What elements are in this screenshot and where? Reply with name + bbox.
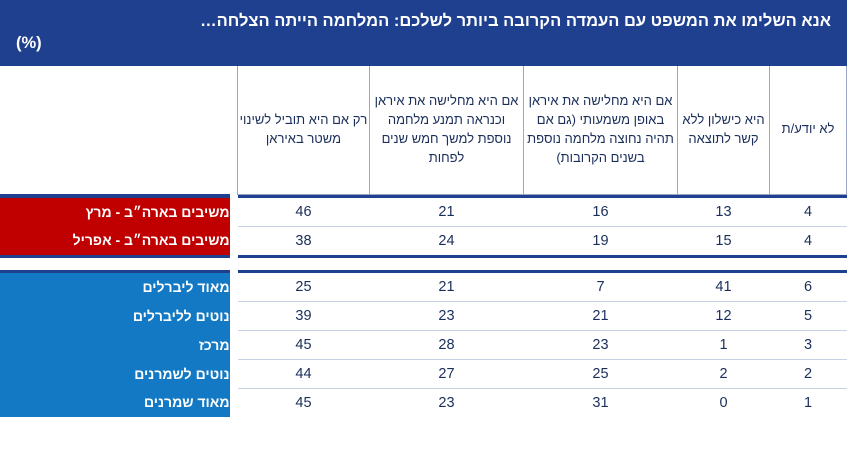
table-row (0, 198, 847, 227)
cell-value: 21 (524, 301, 678, 330)
cell-value: 21 (370, 273, 524, 302)
row-spacer (230, 226, 238, 255)
header-row-label-blank (0, 66, 230, 194)
cell-value: 12 (678, 301, 770, 330)
cell-value: 45 (238, 388, 370, 417)
cell-value: 45 (238, 330, 370, 359)
cell-value: 24 (370, 226, 524, 255)
cell-value: 4 (770, 226, 847, 255)
cell-value: 27 (370, 359, 524, 388)
cell-value: 23 (370, 388, 524, 417)
cell-value: 41 (678, 273, 770, 302)
cell-value: 1 (770, 388, 847, 417)
cell-value: 23 (370, 301, 524, 330)
table-row (0, 273, 847, 302)
chart-title-line-2: (%) (16, 34, 42, 52)
cell-value: 6 (770, 273, 847, 302)
cell-value: 46 (238, 198, 370, 227)
table-row (0, 359, 847, 388)
row-spacer (230, 198, 238, 227)
column-header-prevent-war-five-years: אם היא מחלישה את איראן וכנראה תמנע מלחמה נוספת למשך חמש שנים לפחות (370, 66, 524, 194)
row-label: משיבים בארה״ב - אפריל (0, 226, 230, 255)
table-row (0, 301, 847, 330)
row-label: מאוד ליברלים (0, 273, 230, 302)
row-label: נוטים לשמרנים (0, 359, 230, 388)
row-spacer (230, 301, 238, 330)
cell-value: 25 (238, 273, 370, 302)
cell-value: 2 (678, 359, 770, 388)
row-spacer (230, 359, 238, 388)
row-label: מרכז (0, 330, 230, 359)
chart-title-line-1: אנא השלימו את המשפט עם העמדה הקרובה ביותר לשלכם: המלחמה הייתה הצלחה… (200, 11, 831, 30)
row-spacer (230, 388, 238, 417)
cell-value: 25 (524, 359, 678, 388)
table-row (0, 388, 847, 417)
cell-value: 16 (524, 198, 678, 227)
cell-value: 1 (678, 330, 770, 359)
group-gap (0, 258, 847, 270)
row-label: נוטים לליברלים (0, 301, 230, 330)
data-table (0, 66, 847, 417)
column-header-failure: היא כישלון ללא קשר לתוצאה (678, 66, 770, 194)
cell-value: 28 (370, 330, 524, 359)
header-spacer (230, 66, 238, 194)
cell-value: 19 (524, 226, 678, 255)
cell-value: 13 (678, 198, 770, 227)
cell-value: 44 (238, 359, 370, 388)
column-header-significant-weakening: אם היא מחלישה את איראן באופן משמעותי (גם אם תהיה נחוצה מלחמה נוספת בשנים הקרובות) (524, 66, 678, 194)
table-row (0, 330, 847, 359)
table-header-row (0, 66, 847, 194)
cell-value: 31 (524, 388, 678, 417)
chart-title-bar (0, 0, 847, 66)
cell-value: 23 (524, 330, 678, 359)
row-spacer (230, 330, 238, 359)
table-row (0, 226, 847, 255)
cell-value: 21 (370, 198, 524, 227)
cell-value: 15 (678, 226, 770, 255)
cell-value: 5 (770, 301, 847, 330)
cell-value: 2 (770, 359, 847, 388)
cell-value: 39 (238, 301, 370, 330)
cell-value: 7 (524, 273, 678, 302)
cell-value: 4 (770, 198, 847, 227)
row-label: משיבים בארה״ב - מרץ (0, 198, 230, 227)
column-header-regime-change: רק אם היא תוביל לשינוי משטר באיראן (238, 66, 370, 194)
row-spacer (230, 273, 238, 302)
cell-value: 0 (678, 388, 770, 417)
cell-value: 3 (770, 330, 847, 359)
row-label: מאוד שמרנים (0, 388, 230, 417)
column-header-dont-know: לא יודע/ת (770, 66, 847, 194)
cell-value: 38 (238, 226, 370, 255)
